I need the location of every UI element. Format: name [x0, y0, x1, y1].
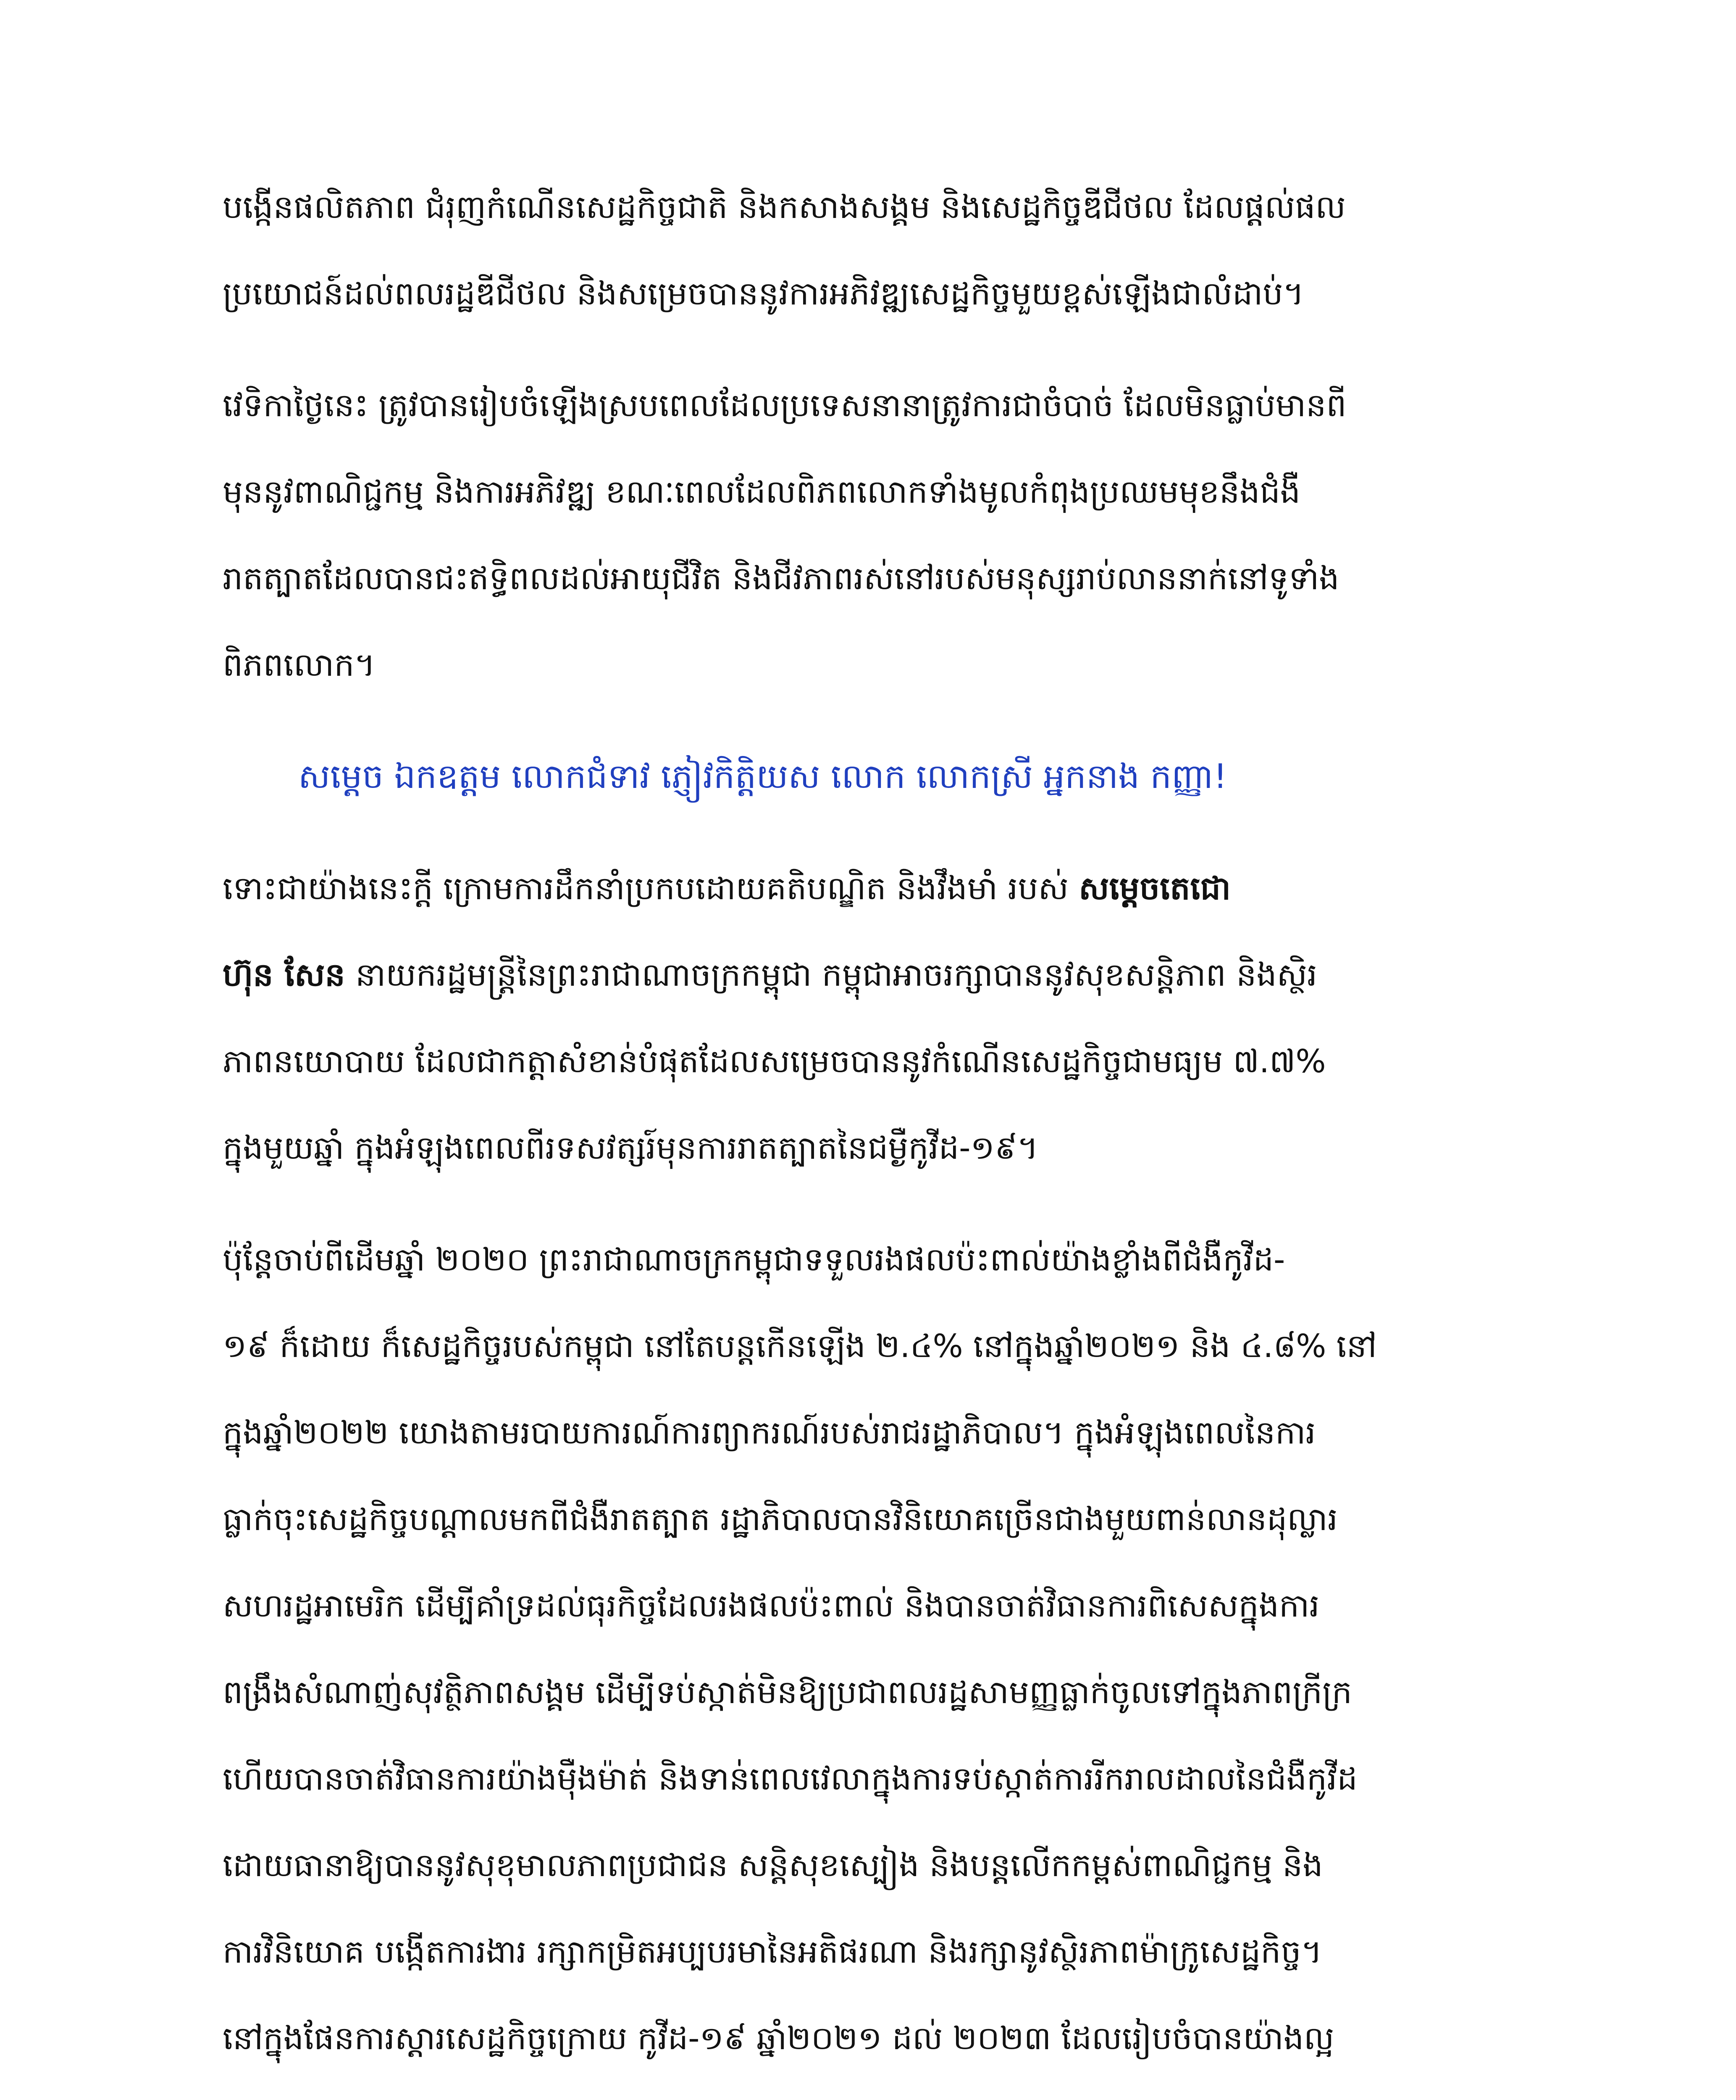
- text-line: ក្នុងឆ្នាំ២០២២ យោងតាមរបាយការណ៍ការព្យាករណ៍របស់រាជរដ្ឋាភិបាល។ ក្នុងអំឡុងពេលនៃការ: [223, 1414, 1316, 1451]
- bold-name: សម្តេចតេជោ: [1079, 869, 1231, 907]
- text-line: ដោយធានាឱ្យបាននូវសុខុមាលភាពប្រជាជន សន្តិសុខស្បៀង និងបន្តលើកកម្ពស់ពាណិជ្ជកម្ម និង: [223, 1846, 1323, 1884]
- text-line: មុននូវពាណិជ្ជកម្ម និងការអភិវឌ្ឍ ខណៈពេលដែលពិភពលោកទាំងមូលកំពុងប្រឈមមុខនឹងជំងឺ: [223, 473, 1301, 510]
- text-line: បង្កើនផលិតភាព ជំរុញកំណើនសេដ្ឋកិច្ចជាតិ និងកសាងសង្គម និងសេដ្ឋកិច្ចឌីជីថល ដែលផ្តល់ផល: [223, 188, 1346, 226]
- paragraph-3: [223, 845, 1539, 1191]
- text-line: សហរដ្ឋអាមេរិក ដើម្បីគាំទ្រដល់ធុរកិច្ចដែលរងផលប៉ះពាល់ និងបានចាត់វិធានការពិសេសក្នុងការ: [223, 1587, 1320, 1624]
- text-line: [223, 2082, 1539, 2100]
- text-line: វេទិកាថ្ងៃនេះ ត្រូវបានរៀបចំឡើងស្របពេលដែលប្រទេសនានាត្រូវការជាចំបាច់ ដែលមិនធ្លាប់មានពី: [223, 386, 1347, 424]
- text-line: ភាពនយោបាយ ដែលជាកត្តាសំខាន់បំផុតដែលសម្រេចបាននូវកំណើនសេដ្ឋកិច្ចជាមធ្យម ៧.៧%: [223, 1042, 1326, 1080]
- text-line: ប៉ុន្តែចាប់ពីដើមឆ្នាំ ២០២០ ព្រះរាជាណាចក្រកម្ពុជាទទួលរងផលប៉ះពាល់យ៉ាងខ្លាំងពីជំងឺកូវីដ-: [223, 1241, 1285, 1278]
- paragraph-2: [223, 362, 1539, 708]
- text-line: [223, 845, 1539, 932]
- text-line: រាតត្បាតដែលបានជះឥទ្ធិពលដល់អាយុជីវិត និងជីវភាពរស់នៅរបស់មនុស្សរាប់លាននាក់នៅទូទាំង: [223, 559, 1339, 597]
- paragraph-4: [223, 1216, 1539, 2100]
- text-run: នាយករដ្ឋមន្ត្រីនៃព្រះរាជាណាចក្រកម្ពុជា កម្ពុជាអាចរក្សាបាននូវសុខសន្តិភាព និងស្ថិរ: [345, 956, 1318, 993]
- text-line: ធ្លាក់ចុះសេដ្ឋកិច្ចបណ្តាលមកពីជំងឺរាតត្បាត រដ្ឋាភិបាលបានវិនិយោគច្រើនជាងមួយពាន់លានដុល្លារ: [223, 1500, 1338, 1538]
- greeting-heading: សម្តេច ឯកឧត្តម លោកជំទាវ ភ្ញៀវកិត្តិយស លោក លោកស្រី អ្នកនាង កញ្ញា!: [298, 757, 1227, 796]
- page-content: [223, 164, 1539, 2100]
- text-line: [223, 932, 1539, 1018]
- paragraph-1: [223, 164, 1539, 337]
- text-line: នៅក្នុងផែនការស្តារសេដ្ឋកិច្ចក្រោយ កូវីដ-១៩ ឆ្នាំ២០២១ ដល់ ២០២៣ ដែលរៀបចំបានយ៉ាងល្អ: [223, 2019, 1334, 2057]
- text-line: ហើយបានចាត់វិធានការយ៉ាងម៉ឺងម៉ាត់ និងទាន់ពេលវេលាក្នុងការទប់ស្កាត់ការរីករាលដាលនៃជំងឺកូវីដ: [223, 1760, 1358, 1797]
- text-line: ពង្រឹងសំណាញ់សុវត្ថិភាពសង្គម ដើម្បីទប់ស្កាត់មិនឱ្យប្រជាពលរដ្ឋសាមញ្ញធ្លាក់ចូលទៅក្នុងភាពក្រីក្រ: [223, 1673, 1352, 1711]
- text-line: ក្នុងមួយឆ្នាំ ក្នុងអំឡុងពេលពីរទសវត្សរ៍មុនការរាតត្បាតនៃជម្ងឺកូវីដ-១៩។: [223, 1129, 1038, 1166]
- text-line: ១៩ ក៏ដោយ ក៏សេដ្ឋកិច្ចរបស់កម្ពុជា នៅតែបន្តកើនឡើង ២.៤% នៅក្នុងឆ្នាំ២០២១ និង ៤.៨% នៅ: [223, 1327, 1377, 1365]
- text-line: ពិភពលោក។: [223, 646, 376, 683]
- text-run: ទោះជាយ៉ាងនេះក្តី ក្រោមការដឹកនាំប្រកបដោយគតិបណ្ឌិត និងវឹងមាំ របស់: [223, 869, 1079, 907]
- text-line: ប្រយោជន៍ដល់ពលរដ្ឋឌីជីថល និងសម្រេចបាននូវការអភិវឌ្ឍសេដ្ឋកិច្ចមួយខ្ពស់ឡើងជាលំដាប់។: [223, 275, 1304, 312]
- text-line: ការវិនិយោគ បង្កើតការងារ រក្សាកម្រិតអប្បបរមានៃអតិផរណា និងរក្សានូវស្ថិរភាពម៉ាក្រូសេដ្ឋកិច្ច។: [223, 1933, 1322, 1970]
- bold-name: ហ៊ុន សែន: [223, 956, 345, 993]
